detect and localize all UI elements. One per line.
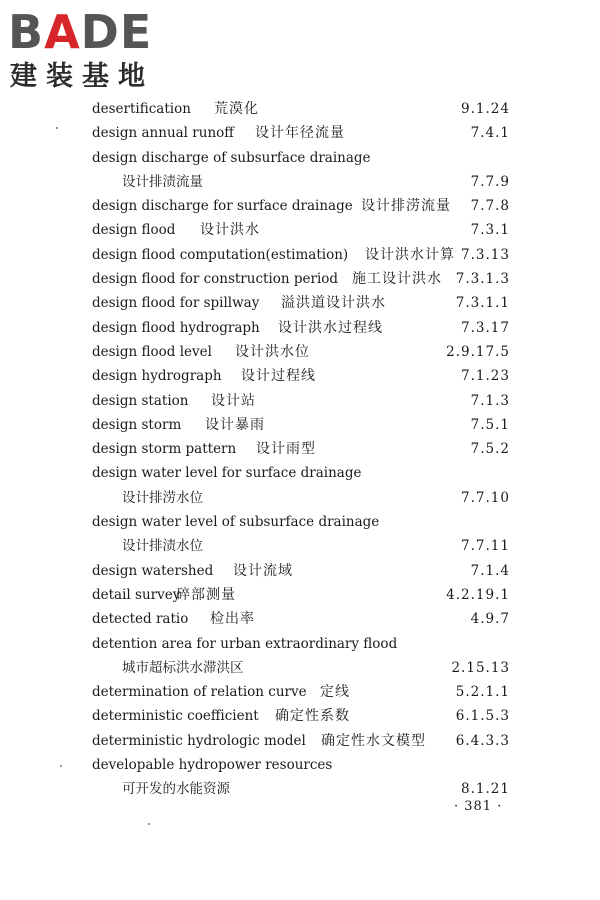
entry-section-number: 5.2.1.1 [455, 684, 510, 701]
entry-section-number: 6.4.3.3 [455, 732, 510, 749]
entry-chinese: 设计年径流量 [255, 125, 345, 142]
entry-term: design water level of subsurface drainage [92, 514, 380, 531]
entry-term: deterministic coefficient [92, 708, 259, 725]
entry-term: 可开发的水能资源 [122, 781, 230, 798]
entry-term: design flood for spillway [92, 295, 260, 312]
logo-subtitle: 建装基地 [10, 61, 154, 92]
entry-section-number: 7.7.8 [470, 198, 510, 215]
entry-chinese: 设计洪水 [200, 222, 260, 239]
glossary-row [0, 656, 600, 680]
glossary-row [0, 340, 600, 364]
entry-section-number: 7.3.1 [470, 222, 510, 239]
entry-chinese: 定线 [320, 684, 350, 701]
glossary-row [0, 194, 600, 218]
glossary-row [0, 121, 600, 145]
glossary-row [0, 704, 600, 728]
entry-term: design flood for construction period [92, 271, 339, 288]
glossary-row [0, 729, 600, 753]
entry-term: 设计排渍水位 [122, 538, 203, 555]
glossary-row [0, 389, 600, 413]
entry-term: design flood [92, 222, 176, 239]
entry-section-number: 6.1.5.3 [455, 708, 510, 725]
entry-term: design flood computation(estimation) [92, 246, 349, 263]
scan-speck [148, 823, 150, 825]
logo-wordmark [8, 6, 152, 58]
glossary-row [0, 559, 600, 583]
entry-term: 设计排涝水位 [122, 489, 203, 506]
glossary-entries [0, 97, 600, 802]
glossary-row [0, 243, 600, 267]
glossary-row [0, 461, 600, 485]
entry-term: desertification [92, 101, 191, 117]
entry-term: detail survey [92, 586, 181, 603]
entry-section-number: 7.4.1 [470, 125, 510, 142]
bade-logo [8, 6, 178, 96]
glossary-row [0, 413, 600, 437]
entry-section-number: 2.15.13 [451, 659, 510, 676]
entry-chinese: 设计过程线 [241, 368, 316, 385]
entry-chinese: 碎部测量 [176, 586, 236, 603]
entry-chinese: 设计洪水位 [235, 343, 310, 360]
entry-chinese: 设计流域 [233, 562, 293, 579]
entry-term: deterministic hydrologic model [92, 732, 306, 749]
entry-term: design discharge for surface drainage [92, 198, 353, 215]
entry-section-number: 4.9.7 [470, 611, 510, 628]
entry-chinese: 施工设计洪水 [352, 271, 442, 288]
entry-term: design annual runoff [92, 125, 234, 142]
entry-term: design flood level [92, 343, 212, 360]
entry-term: design flood hydrograph [92, 319, 260, 336]
glossary-row [0, 534, 600, 558]
entry-section-number: 7.1.23 [461, 368, 510, 385]
entry-term: detention area for urban extraordinary flood [92, 635, 398, 652]
entry-chinese: 设计站 [211, 392, 256, 409]
entry-chinese: 设计洪水计算 [365, 246, 455, 263]
entry-term: detected ratio [92, 611, 189, 628]
glossary-row [0, 583, 600, 607]
entry-chinese: 确定性水文模型 [321, 732, 426, 749]
glossary-row [0, 316, 600, 340]
glossary-row [0, 170, 600, 194]
entry-section-number: 8.1.21 [461, 781, 510, 798]
entry-term: design discharge of subsurface drainage [92, 149, 371, 166]
entry-section-number: 7.3.1.1 [455, 295, 510, 312]
entry-term: 城市超标洪水滞洪区 [122, 659, 244, 676]
entry-chinese: 设计雨型 [256, 441, 316, 458]
entry-section-number: 7.3.1.3 [455, 271, 510, 288]
entry-chinese: 检出率 [210, 611, 255, 628]
entry-chinese: 溢洪道设计洪水 [281, 295, 386, 312]
entry-chinese: 设计排涝流量 [361, 198, 451, 215]
glossary-row [0, 291, 600, 315]
glossary-row [0, 607, 600, 631]
logo-letter-a: A [44, 5, 81, 59]
entry-chinese: 设计暴雨 [205, 416, 265, 433]
glossary-row [0, 753, 600, 777]
entry-section-number: 7.5.1 [470, 416, 510, 433]
entry-section-number: 7.7.9 [470, 173, 510, 190]
entry-section-number: 7.5.2 [470, 441, 510, 458]
glossary-row [0, 97, 600, 121]
entry-term: design storm pattern [92, 441, 237, 458]
glossary-row [0, 632, 600, 656]
glossary-row [0, 510, 600, 534]
entry-chinese: 设计洪水过程线 [278, 319, 383, 336]
entry-section-number: 2.9.17.5 [446, 343, 510, 360]
entry-term: design station [92, 392, 189, 409]
glossary-row [0, 267, 600, 291]
entry-section-number: 4.2.19.1 [446, 586, 510, 603]
scan-speck [56, 127, 58, 129]
page-number: · 381 · [454, 799, 503, 814]
logo-letters-de: DE [80, 5, 153, 59]
entry-term: 设计排渍流量 [122, 173, 203, 190]
scan-speck [60, 765, 62, 767]
entry-term: design water level for surface drainage [92, 465, 362, 482]
entry-section-number: 7.3.13 [461, 246, 510, 263]
entry-term: determination of relation curve [92, 684, 307, 701]
logo-letter-b: B [8, 5, 45, 59]
entry-section-number: 7.3.17 [461, 319, 510, 336]
glossary-row [0, 218, 600, 242]
entry-section-number: 9.1.24 [461, 101, 510, 117]
entry-section-number: 7.7.10 [461, 489, 510, 506]
glossary-row [0, 146, 600, 170]
glossary-row [0, 437, 600, 461]
entry-section-number: 7.1.3 [470, 392, 510, 409]
glossary-row [0, 364, 600, 388]
glossary-row [0, 777, 600, 801]
entry-chinese: 荒漠化 [214, 101, 259, 117]
entry-term: design hydrograph [92, 368, 222, 385]
entry-section-number: 7.7.11 [461, 538, 510, 555]
entry-term: design storm [92, 416, 182, 433]
glossary-row [0, 486, 600, 510]
entry-term: design watershed [92, 562, 214, 579]
glossary-row [0, 680, 600, 704]
entry-term: developable hydropower resources [92, 757, 333, 774]
entry-section-number: 7.1.4 [470, 562, 510, 579]
entry-chinese: 确定性系数 [275, 708, 350, 725]
